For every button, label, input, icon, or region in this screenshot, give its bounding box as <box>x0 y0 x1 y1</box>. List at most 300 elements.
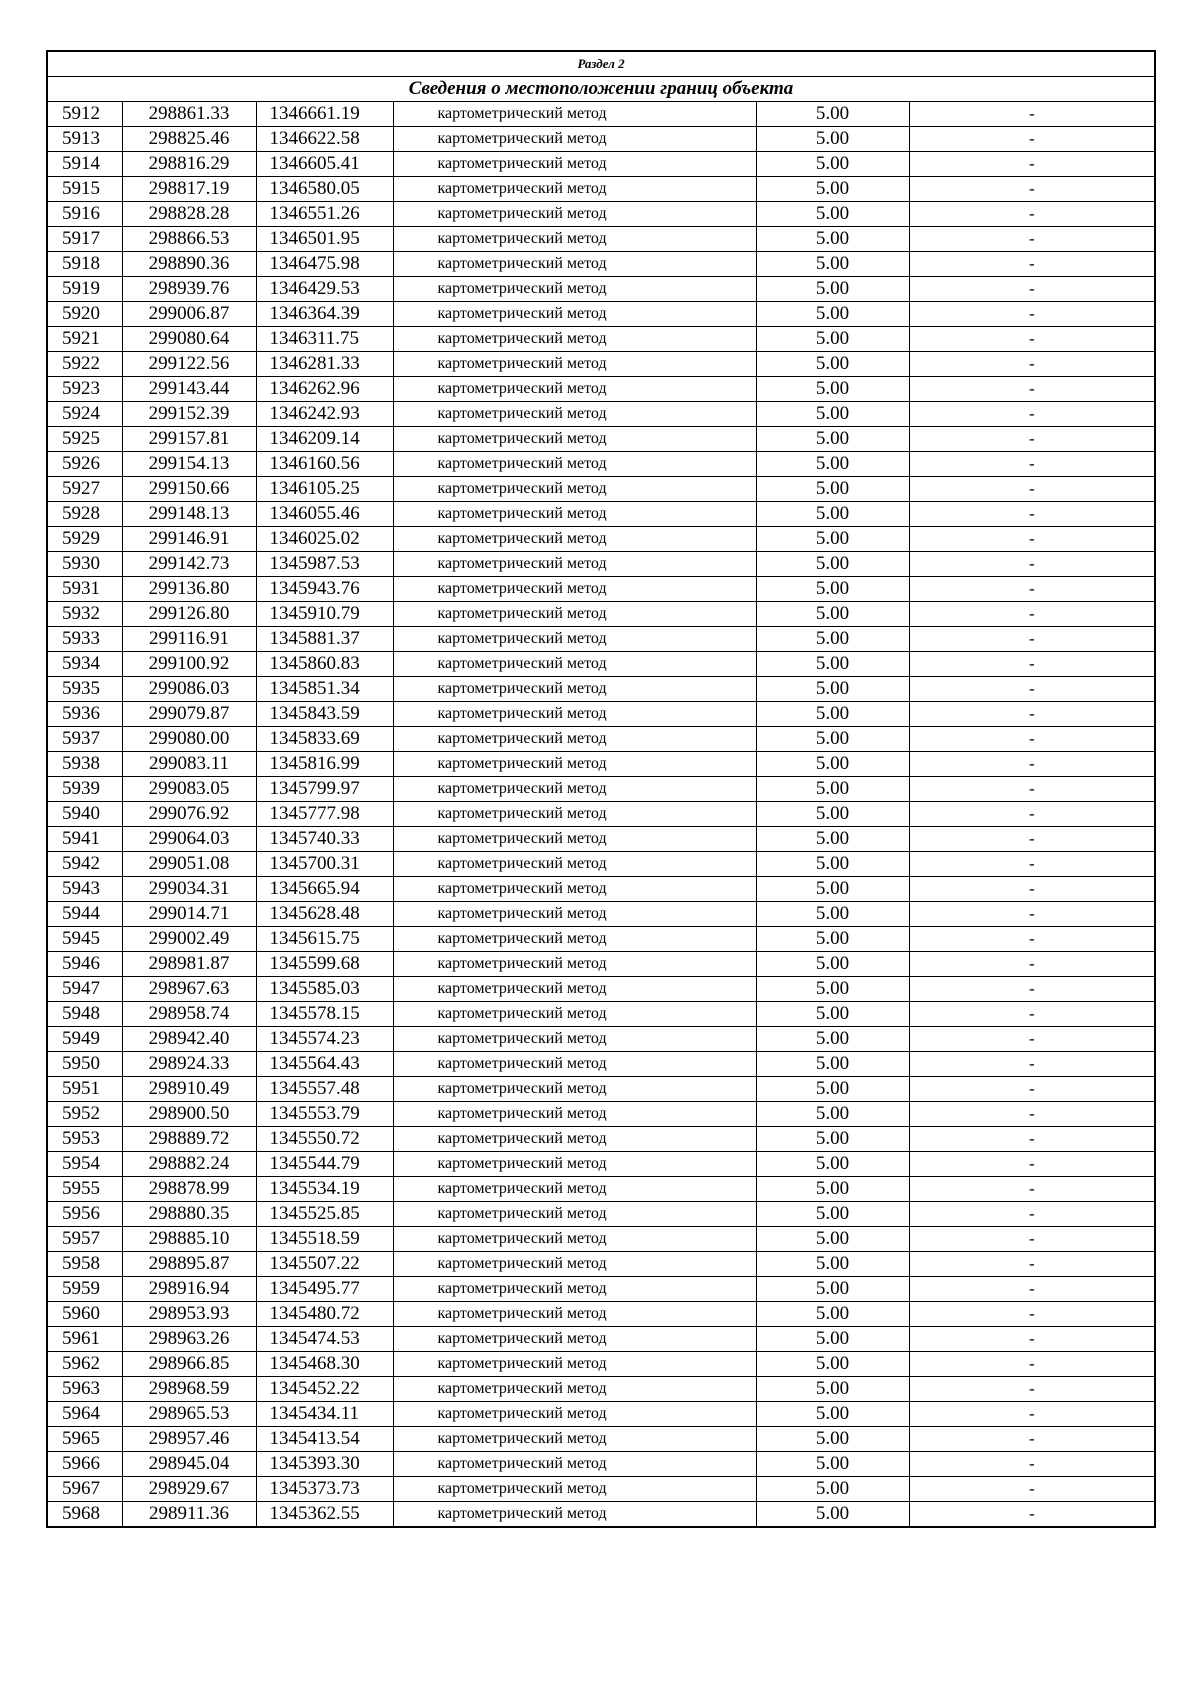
accuracy-cell: 5.00 <box>756 1102 909 1127</box>
method-cell: картометрический метод <box>393 177 756 202</box>
point-number-cell: 5935 <box>47 677 122 702</box>
point-number-cell: 5941 <box>47 827 122 852</box>
y-coordinate-cell: 1346025.02 <box>256 527 393 552</box>
accuracy-cell: 5.00 <box>756 202 909 227</box>
x-coordinate-cell: 298957.46 <box>122 1427 256 1452</box>
method-cell: картометрический метод <box>393 202 756 227</box>
accuracy-cell: 5.00 <box>756 1202 909 1227</box>
method-cell: картометрический метод <box>393 802 756 827</box>
accuracy-cell: 5.00 <box>756 1452 909 1477</box>
accuracy-cell: 5.00 <box>756 752 909 777</box>
method-cell: картометрический метод <box>393 152 756 177</box>
description-cell: - <box>909 377 1155 402</box>
point-number-cell: 5922 <box>47 352 122 377</box>
point-number-cell: 5928 <box>47 502 122 527</box>
accuracy-cell: 5.00 <box>756 1177 909 1202</box>
point-number-cell: 5948 <box>47 1002 122 1027</box>
description-cell: - <box>909 1052 1155 1077</box>
y-coordinate-cell: 1345534.19 <box>256 1177 393 1202</box>
y-coordinate-cell: 1346281.33 <box>256 352 393 377</box>
point-number-cell: 5927 <box>47 477 122 502</box>
point-number-cell: 5960 <box>47 1302 122 1327</box>
accuracy-cell: 5.00 <box>756 277 909 302</box>
table-row <box>47 227 1155 252</box>
x-coordinate-cell: 298816.29 <box>122 152 256 177</box>
x-coordinate-cell: 299083.11 <box>122 752 256 777</box>
point-number-cell: 5956 <box>47 1202 122 1227</box>
accuracy-cell: 5.00 <box>756 627 909 652</box>
point-number-cell: 5926 <box>47 452 122 477</box>
point-number-cell: 5961 <box>47 1327 122 1352</box>
description-cell: - <box>909 427 1155 452</box>
y-coordinate-cell: 1345434.11 <box>256 1402 393 1427</box>
x-coordinate-cell: 298885.10 <box>122 1227 256 1252</box>
y-coordinate-cell: 1346661.19 <box>256 102 393 127</box>
description-cell: - <box>909 1152 1155 1177</box>
table-row <box>47 902 1155 927</box>
y-coordinate-cell: 1345816.99 <box>256 752 393 777</box>
table-row <box>47 1427 1155 1452</box>
point-number-cell: 5938 <box>47 752 122 777</box>
accuracy-cell: 5.00 <box>756 1352 909 1377</box>
table-row <box>47 1352 1155 1377</box>
section-header-row <box>47 51 1155 77</box>
table-row <box>47 377 1155 402</box>
description-cell: - <box>909 1102 1155 1127</box>
table-row <box>47 502 1155 527</box>
method-cell: картометрический метод <box>393 977 756 1002</box>
accuracy-cell: 5.00 <box>756 352 909 377</box>
x-coordinate-cell: 298924.33 <box>122 1052 256 1077</box>
table-row <box>47 677 1155 702</box>
y-coordinate-cell: 1345574.23 <box>256 1027 393 1052</box>
description-cell: - <box>909 652 1155 677</box>
method-cell: картометрический метод <box>393 377 756 402</box>
table-row <box>47 727 1155 752</box>
table-row <box>47 452 1155 477</box>
y-coordinate-cell: 1345599.68 <box>256 952 393 977</box>
y-coordinate-cell: 1345833.69 <box>256 727 393 752</box>
y-coordinate-cell: 1346105.25 <box>256 477 393 502</box>
accuracy-cell: 5.00 <box>756 602 909 627</box>
method-cell: картометрический метод <box>393 502 756 527</box>
point-number-cell: 5929 <box>47 527 122 552</box>
method-cell: картометрический метод <box>393 627 756 652</box>
x-coordinate-cell: 298963.26 <box>122 1327 256 1352</box>
x-coordinate-cell: 298828.28 <box>122 202 256 227</box>
x-coordinate-cell: 298966.85 <box>122 1352 256 1377</box>
method-cell: картометрический метод <box>393 577 756 602</box>
description-cell: - <box>909 302 1155 327</box>
method-cell: картометрический метод <box>393 1027 756 1052</box>
y-coordinate-cell: 1346501.95 <box>256 227 393 252</box>
accuracy-cell: 5.00 <box>756 1002 909 1027</box>
y-coordinate-cell: 1346262.96 <box>256 377 393 402</box>
y-coordinate-cell: 1345525.85 <box>256 1202 393 1227</box>
description-cell: - <box>909 927 1155 952</box>
description-cell: - <box>909 727 1155 752</box>
table-row <box>47 652 1155 677</box>
point-number-cell: 5955 <box>47 1177 122 1202</box>
accuracy-cell: 5.00 <box>756 777 909 802</box>
accuracy-cell: 5.00 <box>756 827 909 852</box>
method-cell: картометрический метод <box>393 1127 756 1152</box>
x-coordinate-cell: 298825.46 <box>122 127 256 152</box>
point-number-cell: 5917 <box>47 227 122 252</box>
point-number-cell: 5936 <box>47 702 122 727</box>
description-cell: - <box>909 1002 1155 1027</box>
point-number-cell: 5947 <box>47 977 122 1002</box>
description-cell: - <box>909 477 1155 502</box>
method-cell: картометрический метод <box>393 1177 756 1202</box>
x-coordinate-cell: 298929.67 <box>122 1477 256 1502</box>
section-label: Раздел 2 <box>47 51 1155 77</box>
y-coordinate-cell: 1345413.54 <box>256 1427 393 1452</box>
point-number-cell: 5962 <box>47 1352 122 1377</box>
y-coordinate-cell: 1345615.75 <box>256 927 393 952</box>
point-number-cell: 5951 <box>47 1077 122 1102</box>
point-number-cell: 5965 <box>47 1427 122 1452</box>
description-cell: - <box>909 327 1155 352</box>
method-cell: картометрический метод <box>393 1102 756 1127</box>
method-cell: картометрический метод <box>393 1327 756 1352</box>
table-row <box>47 1052 1155 1077</box>
method-cell: картометрический метод <box>393 652 756 677</box>
y-coordinate-cell: 1345628.48 <box>256 902 393 927</box>
table-row <box>47 127 1155 152</box>
method-cell: картометрический метод <box>393 1052 756 1077</box>
table-row <box>47 1252 1155 1277</box>
accuracy-cell: 5.00 <box>756 377 909 402</box>
table-row <box>47 877 1155 902</box>
point-number-cell: 5946 <box>47 952 122 977</box>
table-row <box>47 302 1155 327</box>
table-row <box>47 527 1155 552</box>
description-cell: - <box>909 227 1155 252</box>
accuracy-cell: 5.00 <box>756 727 909 752</box>
y-coordinate-cell: 1345987.53 <box>256 552 393 577</box>
y-coordinate-cell: 1345507.22 <box>256 1252 393 1277</box>
point-number-cell: 5931 <box>47 577 122 602</box>
accuracy-cell: 5.00 <box>756 1152 909 1177</box>
accuracy-cell: 5.00 <box>756 252 909 277</box>
point-number-cell: 5940 <box>47 802 122 827</box>
x-coordinate-cell: 299014.71 <box>122 902 256 927</box>
point-number-cell: 5966 <box>47 1452 122 1477</box>
table-row <box>47 1002 1155 1027</box>
x-coordinate-cell: 298861.33 <box>122 102 256 127</box>
accuracy-cell: 5.00 <box>756 1477 909 1502</box>
y-coordinate-cell: 1345740.33 <box>256 827 393 852</box>
method-cell: картометрический метод <box>393 127 756 152</box>
x-coordinate-cell: 299152.39 <box>122 402 256 427</box>
method-cell: картометрический метод <box>393 552 756 577</box>
description-cell: - <box>909 752 1155 777</box>
x-coordinate-cell: 299146.91 <box>122 527 256 552</box>
description-cell: - <box>909 1452 1155 1477</box>
table-row <box>47 252 1155 277</box>
table-row <box>47 827 1155 852</box>
table-row <box>47 952 1155 977</box>
accuracy-cell: 5.00 <box>756 127 909 152</box>
accuracy-cell: 5.00 <box>756 902 909 927</box>
table-row <box>47 352 1155 377</box>
description-cell: - <box>909 852 1155 877</box>
description-cell: - <box>909 1402 1155 1427</box>
y-coordinate-cell: 1346311.75 <box>256 327 393 352</box>
method-cell: картометрический метод <box>393 602 756 627</box>
x-coordinate-cell: 298953.93 <box>122 1302 256 1327</box>
table-row <box>47 702 1155 727</box>
point-number-cell: 5939 <box>47 777 122 802</box>
point-number-cell: 5953 <box>47 1127 122 1152</box>
y-coordinate-cell: 1345843.59 <box>256 702 393 727</box>
accuracy-cell: 5.00 <box>756 1427 909 1452</box>
table-row <box>47 202 1155 227</box>
description-cell: - <box>909 127 1155 152</box>
accuracy-cell: 5.00 <box>756 1052 909 1077</box>
accuracy-cell: 5.00 <box>756 577 909 602</box>
y-coordinate-cell: 1345518.59 <box>256 1227 393 1252</box>
y-coordinate-cell: 1345799.97 <box>256 777 393 802</box>
accuracy-cell: 5.00 <box>756 452 909 477</box>
x-coordinate-cell: 298890.36 <box>122 252 256 277</box>
y-coordinate-cell: 1346364.39 <box>256 302 393 327</box>
table-row <box>47 552 1155 577</box>
table-row <box>47 1102 1155 1127</box>
description-cell: - <box>909 577 1155 602</box>
x-coordinate-cell: 298945.04 <box>122 1452 256 1477</box>
method-cell: картометрический метод <box>393 277 756 302</box>
description-cell: - <box>909 1227 1155 1252</box>
method-cell: картометрический метод <box>393 102 756 127</box>
method-cell: картометрический метод <box>393 1302 756 1327</box>
accuracy-cell: 5.00 <box>756 802 909 827</box>
point-number-cell: 5963 <box>47 1377 122 1402</box>
method-cell: картометрический метод <box>393 1277 756 1302</box>
accuracy-cell: 5.00 <box>756 227 909 252</box>
accuracy-cell: 5.00 <box>756 927 909 952</box>
description-cell: - <box>909 602 1155 627</box>
method-cell: картометрический метод <box>393 427 756 452</box>
description-cell: - <box>909 1127 1155 1152</box>
table-row <box>47 977 1155 1002</box>
table-row <box>47 1402 1155 1427</box>
point-number-cell: 5916 <box>47 202 122 227</box>
table-row <box>47 1477 1155 1502</box>
point-number-cell: 5959 <box>47 1277 122 1302</box>
y-coordinate-cell: 1345495.77 <box>256 1277 393 1302</box>
method-cell: картометрический метод <box>393 402 756 427</box>
table-row <box>47 927 1155 952</box>
table-row <box>47 1377 1155 1402</box>
table-row <box>47 1127 1155 1152</box>
y-coordinate-cell: 1345860.83 <box>256 652 393 677</box>
description-cell: - <box>909 277 1155 302</box>
y-coordinate-cell: 1345393.30 <box>256 1452 393 1477</box>
method-cell: картометрический метод <box>393 252 756 277</box>
y-coordinate-cell: 1345585.03 <box>256 977 393 1002</box>
point-number-cell: 5952 <box>47 1102 122 1127</box>
point-number-cell: 5934 <box>47 652 122 677</box>
accuracy-cell: 5.00 <box>756 1402 909 1427</box>
table-row <box>47 152 1155 177</box>
accuracy-cell: 5.00 <box>756 1077 909 1102</box>
point-number-cell: 5949 <box>47 1027 122 1052</box>
x-coordinate-cell: 299148.13 <box>122 502 256 527</box>
y-coordinate-cell: 1345373.73 <box>256 1477 393 1502</box>
method-cell: картометрический метод <box>393 902 756 927</box>
point-number-cell: 5958 <box>47 1252 122 1277</box>
y-coordinate-cell: 1345564.43 <box>256 1052 393 1077</box>
accuracy-cell: 5.00 <box>756 502 909 527</box>
point-number-cell: 5943 <box>47 877 122 902</box>
method-cell: картометрический метод <box>393 752 756 777</box>
description-cell: - <box>909 102 1155 127</box>
y-coordinate-cell: 1345474.53 <box>256 1327 393 1352</box>
accuracy-cell: 5.00 <box>756 102 909 127</box>
description-cell: - <box>909 1302 1155 1327</box>
x-coordinate-cell: 299034.31 <box>122 877 256 902</box>
y-coordinate-cell: 1345550.72 <box>256 1127 393 1152</box>
x-coordinate-cell: 299076.92 <box>122 802 256 827</box>
table-row <box>47 852 1155 877</box>
table-row <box>47 402 1155 427</box>
table-row <box>47 177 1155 202</box>
point-number-cell: 5930 <box>47 552 122 577</box>
table-row <box>47 1327 1155 1352</box>
y-coordinate-cell: 1345700.31 <box>256 852 393 877</box>
point-number-cell: 5933 <box>47 627 122 652</box>
point-number-cell: 5950 <box>47 1052 122 1077</box>
x-coordinate-cell: 299116.91 <box>122 627 256 652</box>
method-cell: картометрический метод <box>393 477 756 502</box>
accuracy-cell: 5.00 <box>756 1252 909 1277</box>
description-cell: - <box>909 952 1155 977</box>
x-coordinate-cell: 299150.66 <box>122 477 256 502</box>
x-coordinate-cell: 298889.72 <box>122 1127 256 1152</box>
x-coordinate-cell: 299051.08 <box>122 852 256 877</box>
method-cell: картометрический метод <box>393 1452 756 1477</box>
point-number-cell: 5957 <box>47 1227 122 1252</box>
table-row <box>47 477 1155 502</box>
y-coordinate-cell: 1345468.30 <box>256 1352 393 1377</box>
x-coordinate-cell: 298965.53 <box>122 1402 256 1427</box>
method-cell: картометрический метод <box>393 1077 756 1102</box>
point-number-cell: 5914 <box>47 152 122 177</box>
method-cell: картометрический метод <box>393 227 756 252</box>
description-cell: - <box>909 252 1155 277</box>
point-number-cell: 5942 <box>47 852 122 877</box>
method-cell: картометрический метод <box>393 1502 756 1528</box>
table-row <box>47 1302 1155 1327</box>
table-row <box>47 802 1155 827</box>
y-coordinate-cell: 1346551.26 <box>256 202 393 227</box>
y-coordinate-cell: 1345665.94 <box>256 877 393 902</box>
x-coordinate-cell: 299006.87 <box>122 302 256 327</box>
point-number-cell: 5918 <box>47 252 122 277</box>
method-cell: картометрический метод <box>393 827 756 852</box>
x-coordinate-cell: 298878.99 <box>122 1177 256 1202</box>
description-cell: - <box>909 1327 1155 1352</box>
table-row <box>47 1452 1155 1477</box>
point-number-cell: 5944 <box>47 902 122 927</box>
point-number-cell: 5924 <box>47 402 122 427</box>
y-coordinate-cell: 1345544.79 <box>256 1152 393 1177</box>
y-coordinate-cell: 1346605.41 <box>256 152 393 177</box>
y-coordinate-cell: 1346209.14 <box>256 427 393 452</box>
accuracy-cell: 5.00 <box>756 177 909 202</box>
accuracy-cell: 5.00 <box>756 477 909 502</box>
x-coordinate-cell: 298967.63 <box>122 977 256 1002</box>
method-cell: картометрический метод <box>393 1352 756 1377</box>
x-coordinate-cell: 298882.24 <box>122 1152 256 1177</box>
description-cell: - <box>909 1352 1155 1377</box>
accuracy-cell: 5.00 <box>756 852 909 877</box>
description-cell: - <box>909 702 1155 727</box>
table-row <box>47 777 1155 802</box>
table-row <box>47 1077 1155 1102</box>
method-cell: картометрический метод <box>393 1377 756 1402</box>
method-cell: картометрический метод <box>393 1477 756 1502</box>
table-row <box>47 1277 1155 1302</box>
x-coordinate-cell: 299079.87 <box>122 702 256 727</box>
method-cell: картометрический метод <box>393 702 756 727</box>
description-cell: - <box>909 627 1155 652</box>
method-cell: картометрический метод <box>393 852 756 877</box>
x-coordinate-cell: 299157.81 <box>122 427 256 452</box>
description-cell: - <box>909 802 1155 827</box>
x-coordinate-cell: 298942.40 <box>122 1027 256 1052</box>
y-coordinate-cell: 1345910.79 <box>256 602 393 627</box>
accuracy-cell: 5.00 <box>756 327 909 352</box>
x-coordinate-cell: 299136.80 <box>122 577 256 602</box>
y-coordinate-cell: 1346429.53 <box>256 277 393 302</box>
description-cell: - <box>909 452 1155 477</box>
x-coordinate-cell: 299002.49 <box>122 927 256 952</box>
accuracy-cell: 5.00 <box>756 952 909 977</box>
x-coordinate-cell: 299142.73 <box>122 552 256 577</box>
accuracy-cell: 5.00 <box>756 677 909 702</box>
description-cell: - <box>909 827 1155 852</box>
y-coordinate-cell: 1345362.55 <box>256 1502 393 1528</box>
accuracy-cell: 5.00 <box>756 1127 909 1152</box>
point-number-cell: 5923 <box>47 377 122 402</box>
method-cell: картометрический метод <box>393 877 756 902</box>
description-cell: - <box>909 1377 1155 1402</box>
accuracy-cell: 5.00 <box>756 1502 909 1528</box>
x-coordinate-cell: 299083.05 <box>122 777 256 802</box>
x-coordinate-cell: 298958.74 <box>122 1002 256 1027</box>
accuracy-cell: 5.00 <box>756 702 909 727</box>
x-coordinate-cell: 298900.50 <box>122 1102 256 1127</box>
description-cell: - <box>909 1177 1155 1202</box>
description-cell: - <box>909 677 1155 702</box>
point-number-cell: 5945 <box>47 927 122 952</box>
x-coordinate-cell: 299080.00 <box>122 727 256 752</box>
description-cell: - <box>909 177 1155 202</box>
y-coordinate-cell: 1345480.72 <box>256 1302 393 1327</box>
y-coordinate-cell: 1345553.79 <box>256 1102 393 1127</box>
point-number-cell: 5912 <box>47 102 122 127</box>
method-cell: картометрический метод <box>393 302 756 327</box>
y-coordinate-cell: 1346580.05 <box>256 177 393 202</box>
y-coordinate-cell: 1345578.15 <box>256 1002 393 1027</box>
description-cell: - <box>909 1477 1155 1502</box>
accuracy-cell: 5.00 <box>756 527 909 552</box>
accuracy-cell: 5.00 <box>756 1277 909 1302</box>
y-coordinate-cell: 1345777.98 <box>256 802 393 827</box>
